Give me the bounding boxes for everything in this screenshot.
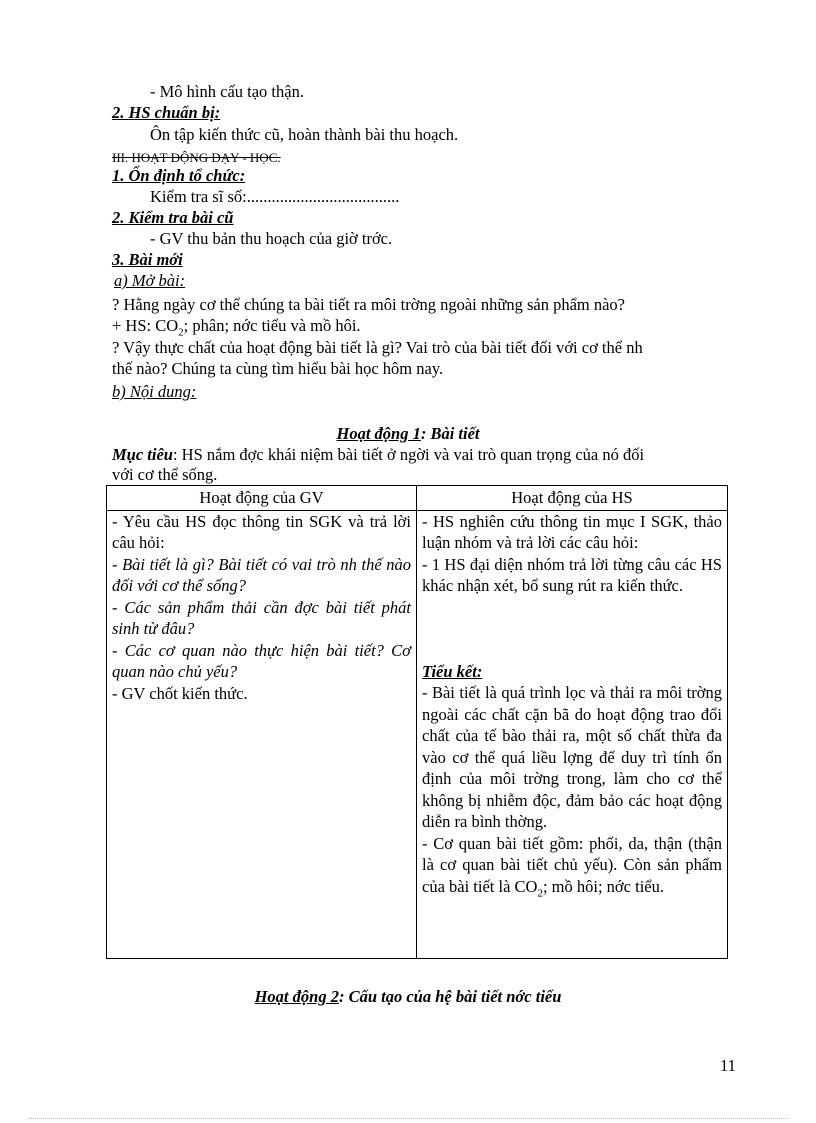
- check-heading: 2. Kiểm tra bài cũ: [112, 208, 234, 227]
- question-2-cont: thế nào? Chúng ta cùng tìm hiểu bài học hôm nay.: [112, 359, 444, 378]
- gv-cell: [107, 510, 417, 958]
- intro-heading: a) Mở bài:: [114, 271, 186, 290]
- gv-item: - Bài tiết là gì? Bài tiết có vai trò nh thế nào đối với cơ thể sống?: [112, 554, 411, 595]
- new-lesson-heading: 3. Bài mới: [112, 250, 183, 269]
- answer-1: + HS: $CO_2$; phân; nớc tiểu và mồ hôi.: [112, 316, 361, 339]
- page-number: 11: [720, 1056, 736, 1075]
- activity-1-goal: Mục tiêu: HS nắm đợc khái niệm bài tiết ở ngời và vai trò quan trọng của nó đối: [112, 445, 645, 464]
- header-gv: Hoạt động của GV: [107, 486, 417, 511]
- org-heading: 1. Ổn định tổ chức:: [112, 166, 246, 185]
- section-heading: III. HOẠT ĐỘNG DẠY - HỌC.: [112, 150, 281, 165]
- page-bottom-border: [28, 1118, 788, 1119]
- header-hs: Hoạt động của HS: [417, 486, 728, 511]
- gv-item: - Các cơ quan nào thực hiện bài tiết? Cơ quan nào chủ yếu?: [112, 640, 411, 681]
- summary-item: - Cơ quan bài tiết gồm: phổi, da, thận (thận là cơ quan bài tiết chủ yếu). Còn sản phẩm của bài tiết là $CO_2$; mồ hôi; nớc tiểu.: [422, 833, 722, 899]
- gv-item: - Các sản phẩm thải cần đợc bài tiết phát sinh từ đâu?: [112, 597, 411, 638]
- question-2: ? Vậy thực chất của hoạt động bài tiết là gì? Vai trò của bài tiết đối với cơ thể nh: [112, 338, 643, 357]
- check-text: - GV thu bản thu hoạch của giờ trớc.: [150, 229, 393, 248]
- org-text: Kiểm tra sĩ số:.....................................: [150, 187, 400, 206]
- hs-cell: [417, 510, 728, 958]
- gv-item: - Yêu cầu HS đọc thông tin SGK và trả lời câu hỏi:: [112, 511, 411, 552]
- content-heading: b) Nội dung:: [112, 382, 197, 401]
- activity-1-title: Hoạt động 1: Bài tiết: [336, 424, 480, 443]
- activity-1-goal-cont: với cơ thể sống.: [112, 465, 218, 484]
- activity-2-title: Hoạt động 2: Cấu tạo của hệ bài tiết nớc tiểu: [254, 987, 562, 1006]
- model-line: - Mô hình cấu tạo thận.: [150, 82, 304, 101]
- prep-text: Ôn tập kiến thức cũ, hoàn thành bài thu hoạch.: [150, 125, 459, 144]
- hs-item: - HS nghiên cứu thông tin mục I SGK, thảo luận nhóm và trả lời các câu hỏi:: [422, 511, 722, 552]
- summary-item: - Bài tiết là quá trình lọc và thải ra môi trờng ngoài các chất cặn bã do hoạt động trao đổi chất của tế bào thải ra, một số chất thừa đa vào cơ thể quá liều lợng để duy trì tính ổn định của môi trờng trong, làm cho cơ thể không bị nhiễm độc, đảm bảo các hoạt động diễn ra bình thờng.: [422, 683, 722, 831]
- gv-item: - GV chốt kiến thức.: [112, 683, 248, 703]
- activity-table: [106, 485, 728, 959]
- prep-heading: 2. HS chuẩn bị:: [112, 103, 221, 122]
- hs-item: - 1 HS đại diện nhóm trả lời từng câu các HS khác nhận xét, bổ sung rút ra kiến thức.: [422, 554, 722, 595]
- table-header-row: [107, 486, 728, 511]
- table-row: [107, 510, 728, 958]
- question-1: ? Hằng ngày cơ thể chúng ta bài tiết ra môi trờng ngoài những sản phẩm nào?: [112, 295, 625, 314]
- summary-heading: Tiểu kết:: [422, 661, 483, 681]
